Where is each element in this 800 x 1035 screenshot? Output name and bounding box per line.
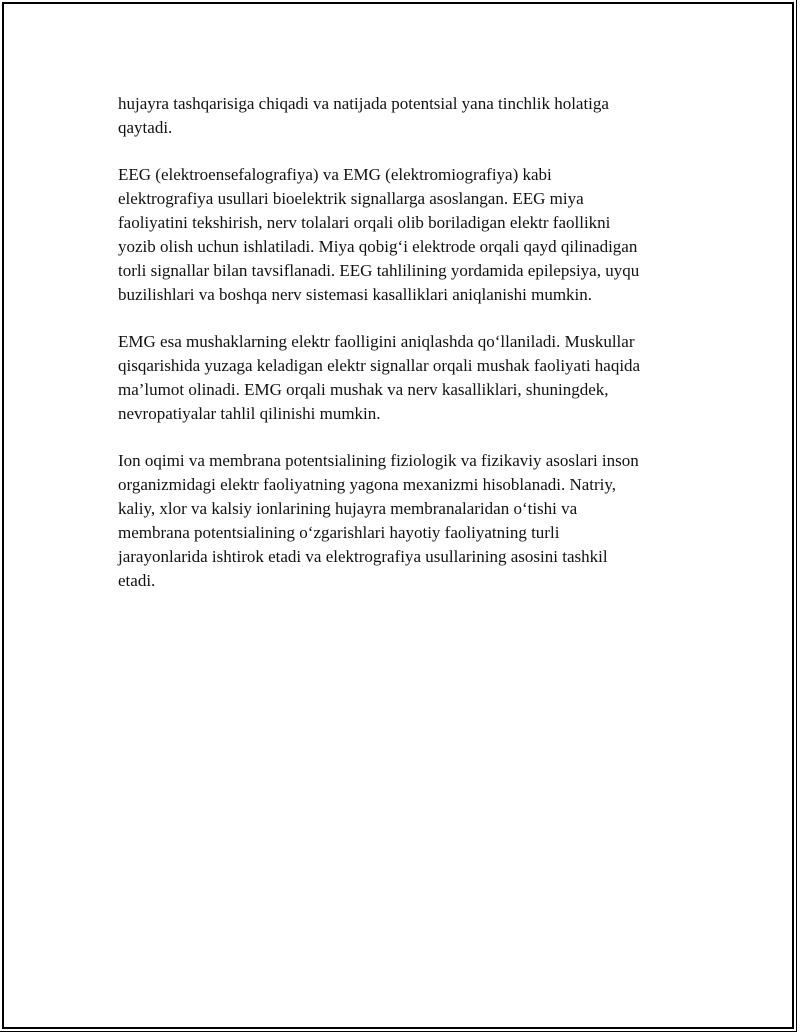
text-line: membrana potentsialining o‘zgarishlari hayotiy faoliyatning turli <box>118 523 560 542</box>
text-line: faoliyatini tekshirish, nerv tolalari orqali olib boriladigan elektr faollikni <box>118 213 611 232</box>
document-body <box>118 92 698 616</box>
paragraph-3 <box>118 330 698 426</box>
text-line: Ion oqimi va membrana potentsialining fiziologik va fizikaviy asoslari inson <box>118 451 639 470</box>
text-line: elektrografiya usullari bioelektrik signallarga asoslangan. EEG miya <box>118 189 584 208</box>
paragraph-1 <box>118 92 698 140</box>
text-line: nevropatiyalar tahlil qilinishi mumkin. <box>118 404 381 423</box>
paragraph-4 <box>118 449 698 593</box>
paragraph-2 <box>118 163 698 307</box>
text-line: EMG esa mushaklarning elektr faolligini aniqlashda qo‘llaniladi. Muskullar <box>118 332 635 351</box>
text-line: hujayra tashqarisiga chiqadi va natijada potentsial yana tinchlik holatiga <box>118 94 609 113</box>
text-line: qisqarishida yuzaga keladigan elektr signallar orqali mushak faoliyati haqida <box>118 356 641 375</box>
text-line: ma’lumot olinadi. EMG orqali mushak va nerv kasalliklari, shuningdek, <box>118 380 609 399</box>
text-line: torli signallar bilan tavsiflanadi. EEG tahlilining yordamida epilepsiya, uyqu <box>118 261 640 280</box>
text-line: organizmidagi elektr faoliyatning yagona mexanizmi hisoblanadi. Natriy, <box>118 475 617 494</box>
text-line: kaliy, xlor va kalsiy ionlarining hujayra membranalaridan o‘tishi va <box>118 499 578 518</box>
text-line: EEG (elektroensefalografiya) va EMG (elektromiografiya) kabi <box>118 165 552 184</box>
text-line: etadi. <box>118 571 156 590</box>
text-line: qaytadi. <box>118 118 173 137</box>
text-line: yozib olish uchun ishlatiladi. Miya qobig‘i elektrode orqali qayd qilinadigan <box>118 237 638 256</box>
text-line: jarayonlarida ishtirok etadi va elektrografiya usullarining asosini tashkil <box>118 547 608 566</box>
text-line: buzilishlari va boshqa nerv sistemasi kasalliklari aniqlanishi mumkin. <box>118 285 593 304</box>
